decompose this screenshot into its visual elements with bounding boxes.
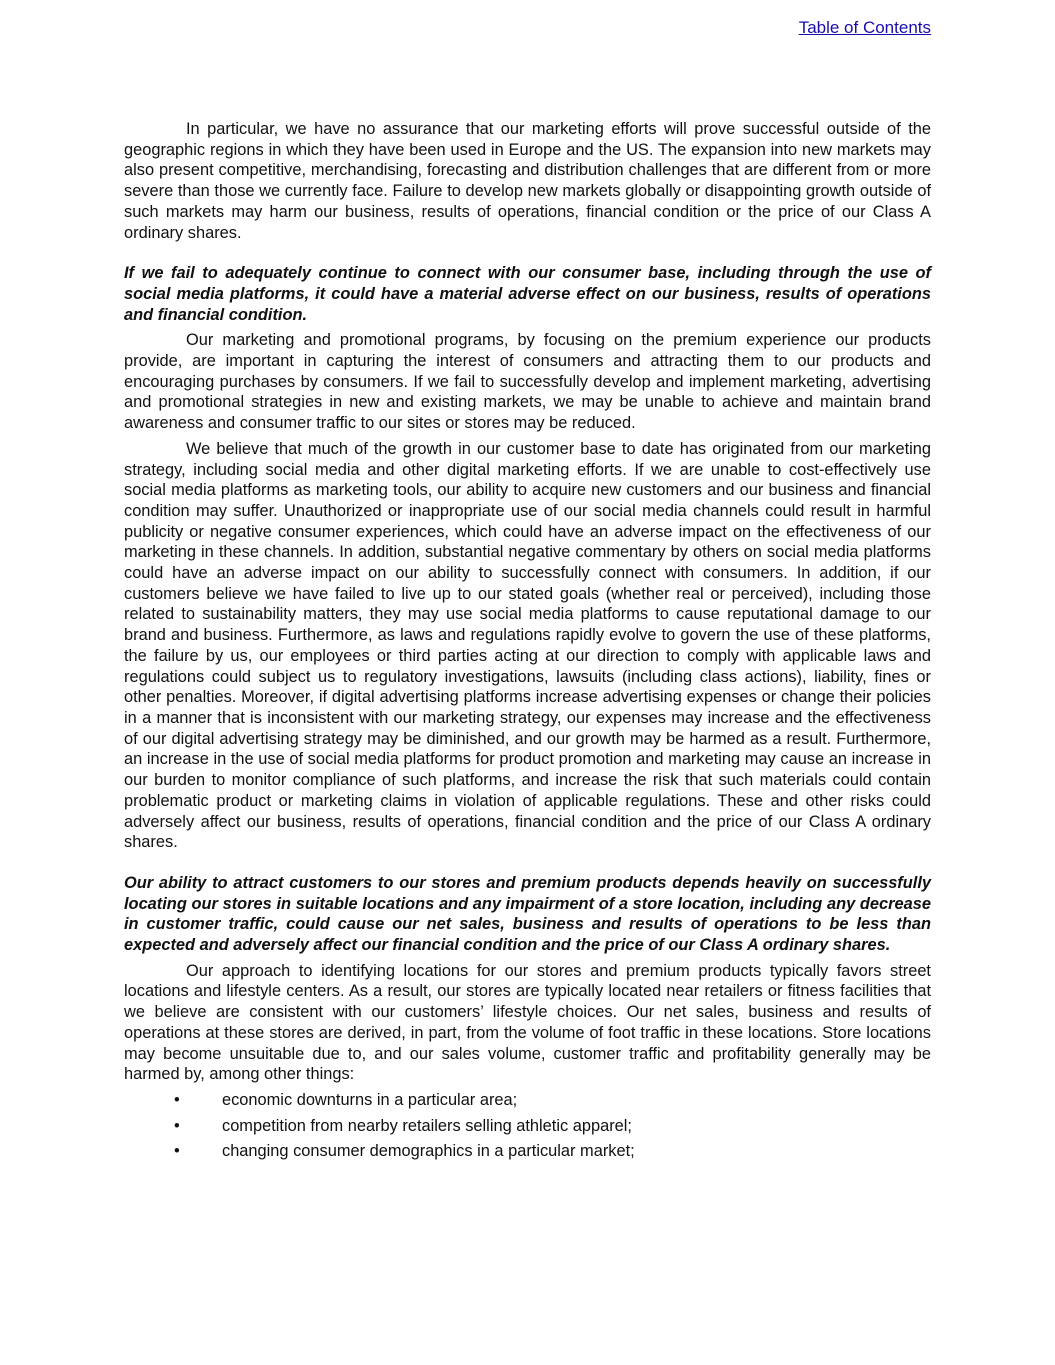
list-item-text: competition from nearby retailers selling athletic apparel; <box>222 1116 632 1135</box>
section-spacer <box>124 853 931 873</box>
table-of-contents-link[interactable]: Table of Contents <box>798 18 931 37</box>
risk-heading-social-media: If we fail to adequately continue to connect with our consumer base, including through the use of social media platforms, it could have a material adverse effect on our business, results of operations and financial condition. <box>124 264 931 324</box>
store-locations-paragraph: Our approach to identifying locations for our stores and premium products typically favors street locations and lifestyle centers. As a result, our stores are typically located near retailers or fitness facilities that we believe are consistent with our customers’ lifestyle choices. Our net sales, business and results of operations at these stores are derived, in part, from the volume of foot traffic in these locations. Store locations may become unsuitable due to, and our sales volume, customer traffic and profitability generally may be harmed by, among other things: <box>124 961 931 1084</box>
list-item <box>124 1141 931 1162</box>
list-item-text: economic downturns in a particular area; <box>222 1090 518 1109</box>
social-media-risk-paragraph: We believe that much of the growth in our customer base to date has originated from our marketing strategy, including social media and other digital marketing efforts. If we are unable to cost-effectively use social media platforms as marketing tools, our ability to acquire new customers and our business and financial condition may suffer. Unauthorized or inappropriate use of our social media channels could result in harmful publicity or negative consumer experiences, which could have an adverse impact on the effectiveness of our marketing in these channels. In addition, substantial negative commentary by others on social media platforms could have an adverse impact on our ability to successfully connect with consumers. In addition, if our customers believe we have failed to live up to our stated goals (whether real or perceived), including those related to sustainability matters, they may use social media platforms to cause reputational damage to our brand and business. Furthermore, as laws and regulations rapidly evolve to govern the use of these platforms, the failure by us, our employees or third parties acting at our direction to comply with applicable laws and regulations could subject us to regulatory investigations, lawsuits (including class actions), liability, fines or other penalties. Moreover, if digital advertising platforms increase advertising expenses or change their policies in a manner that is inconsistent with our marketing strategy, our expenses may increase and the effectiveness of our digital advertising strategy may be diminished, and our growth may be harmed as a result. Furthermore, an increase in the use of social media platforms for product promotion and marketing may cause an increase in our burden to monitor compliance of such platforms, and increase the risk that such materials could contain problematic product or marketing claims in violation of applicable regulations. These and other risks could adversely affect our business, results of operations, financial condition and the price of our Class A ordinary shares. <box>124 439 931 852</box>
bullet-icon: • <box>174 1090 180 1109</box>
bullet-icon: • <box>174 1116 180 1135</box>
bullet-icon: • <box>174 1142 180 1161</box>
list-item <box>124 1116 931 1137</box>
marketing-programs-paragraph: Our marketing and promotional programs, by focusing on the premium experience our products provide, are important in capturing the interest of consumers and attracting them to our products and encouraging purchases by consumers. If we fail to successfully develop and implement marketing, advertising and promotional strategies in new and existing markets, we may be unable to achieve and maintain brand awareness and consumer traffic to our sites or stores may be reduced. <box>124 331 931 433</box>
risk-heading-store-locations: Our ability to attract customers to our stores and premium products depends heavily on successfully locating our stores in suitable locations and any impairment of a store location, including any decrease in customer traffic, could cause our net sales, business and results of operations to be less than expected and adversely affect our financial condition and the price of our Class A ordinary shares. <box>124 873 931 955</box>
document-body <box>124 119 931 1167</box>
risk-bullet-list <box>124 1090 931 1162</box>
intro-paragraph: In particular, we have no assurance that our marketing efforts will prove successful outside of the geographic regions in which they have been used in Europe and the US. The expansion into new markets may also present competitive, merchandising, forecasting and distribution challenges that are different from or more severe than those we currently face. Failure to develop new markets globally or disappointing growth outside of such markets may harm our business, results of operations, financial condition or the price of our Class A ordinary shares. <box>124 120 931 242</box>
list-item-text: changing consumer demographics in a particular market; <box>222 1142 635 1161</box>
section-spacer <box>124 243 931 263</box>
list-item <box>124 1090 931 1111</box>
